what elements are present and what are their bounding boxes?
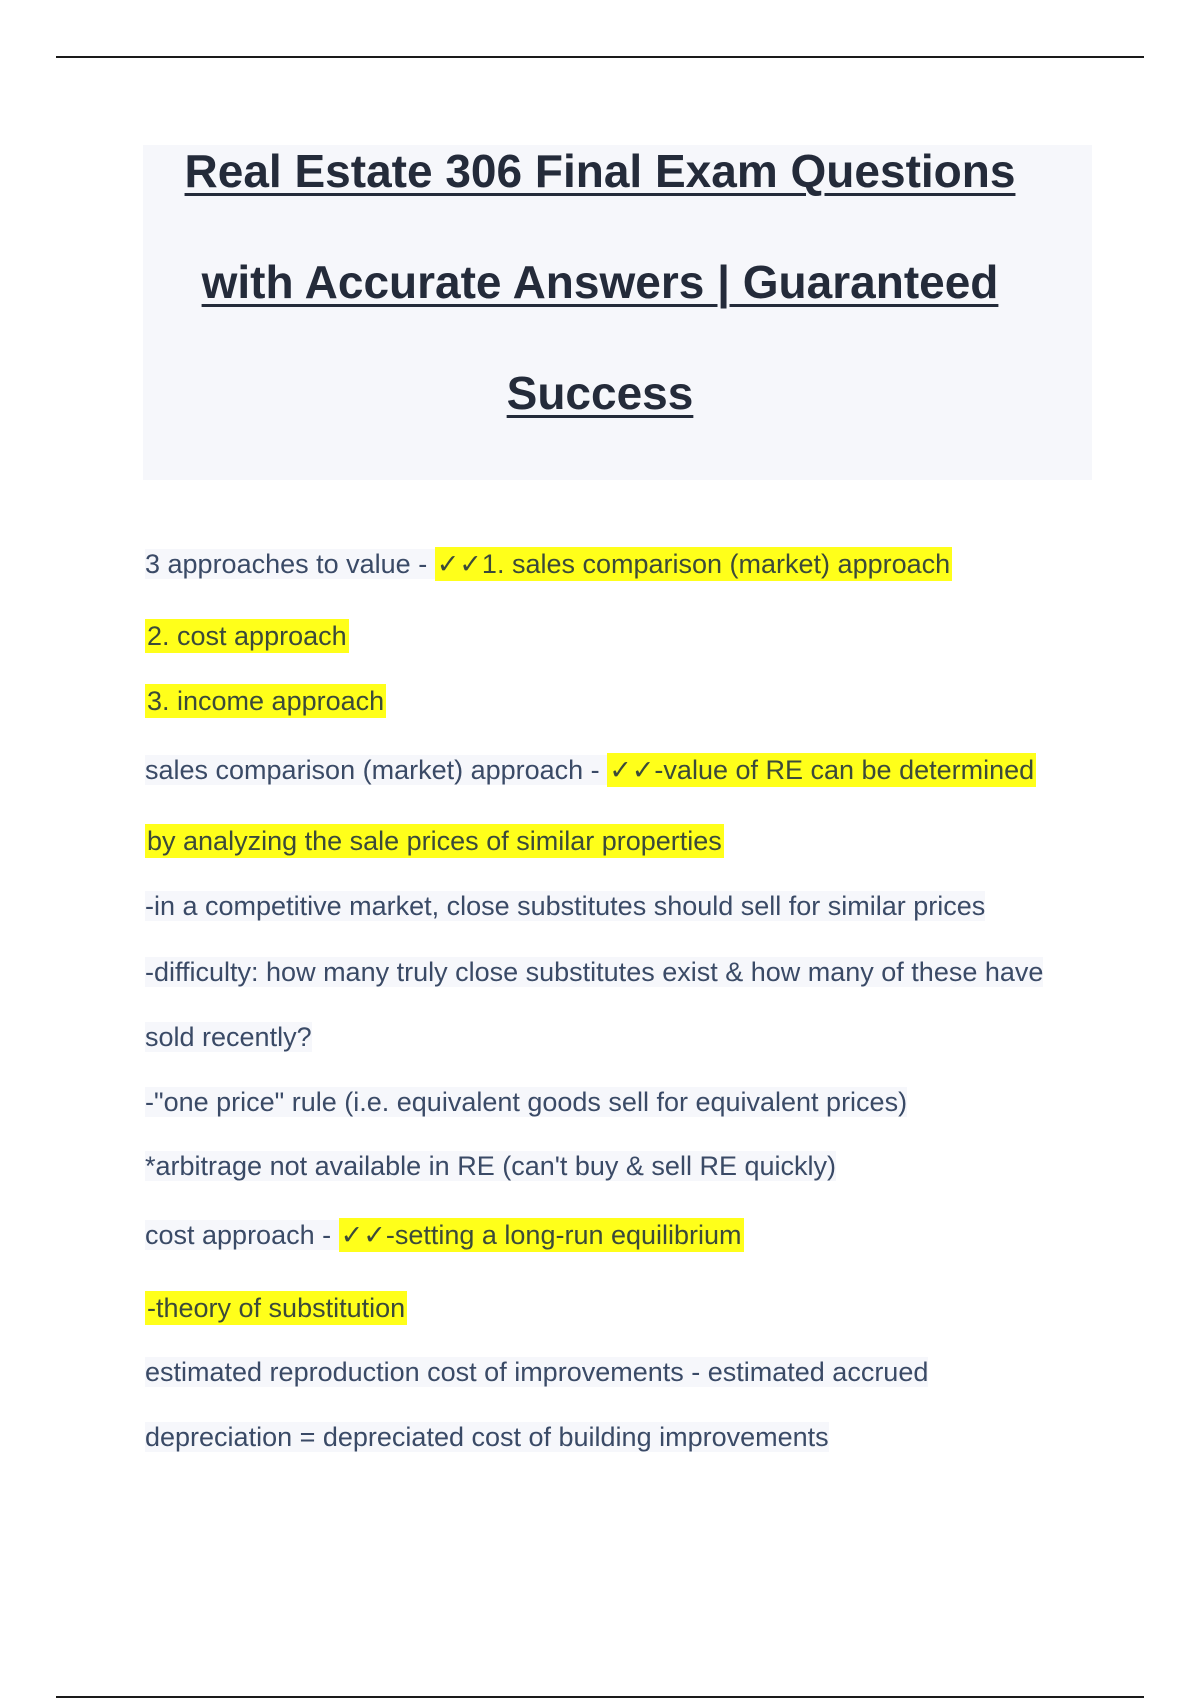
- bottom-rule: [56, 1696, 1144, 1698]
- qa-item-2: [145, 752, 1036, 788]
- question-text: 3 approaches to value -: [145, 549, 435, 579]
- answer-line: [145, 1290, 407, 1326]
- answer-highlight: 2. cost approach: [147, 621, 347, 651]
- document-title-line-3: Success: [506, 367, 694, 419]
- answer-highlight: ✓✓-value of RE can be determined: [609, 755, 1035, 785]
- note-line: estimated reproduction cost of improvements - estimated accrued: [145, 1357, 929, 1387]
- answer-highlight: by analyzing the sale prices of similar properties: [147, 826, 722, 856]
- answer-line: [145, 618, 349, 654]
- note-line: sold recently?: [145, 1022, 312, 1052]
- note-line: -in a competitive market, close substitutes should sell for similar prices: [145, 891, 986, 921]
- document-title-line-1: Real Estate 306 Final Exam Questions: [184, 145, 1016, 197]
- note-line: -difficulty: how many truly close substitutes exist & how many of these have: [145, 957, 1044, 987]
- answer-highlight: ✓✓1. sales comparison (market) approach: [436, 549, 951, 579]
- top-rule: [56, 56, 1144, 58]
- note-line: depreciation = depreciated cost of building improvements: [145, 1422, 829, 1452]
- question-text: cost approach -: [145, 1220, 339, 1250]
- answer-highlight: 3. income approach: [147, 686, 385, 716]
- question-text: sales comparison (market) approach -: [145, 755, 608, 785]
- answer-line: [145, 683, 386, 719]
- qa-item-1: [145, 546, 952, 582]
- answer-highlight: -theory of substitution: [147, 1293, 406, 1323]
- answer-highlight: ✓✓-setting a long-run equilibrium: [340, 1220, 742, 1250]
- document-title-line-2: with Accurate Answers | Guaranteed: [201, 256, 999, 308]
- qa-item-3: [145, 1217, 744, 1253]
- answer-line: [145, 823, 724, 859]
- note-line: *arbitrage not available in RE (can't buy & sell RE quickly): [145, 1151, 836, 1181]
- note-line: -"one price" rule (i.e. equivalent goods sell for equivalent prices): [145, 1087, 908, 1117]
